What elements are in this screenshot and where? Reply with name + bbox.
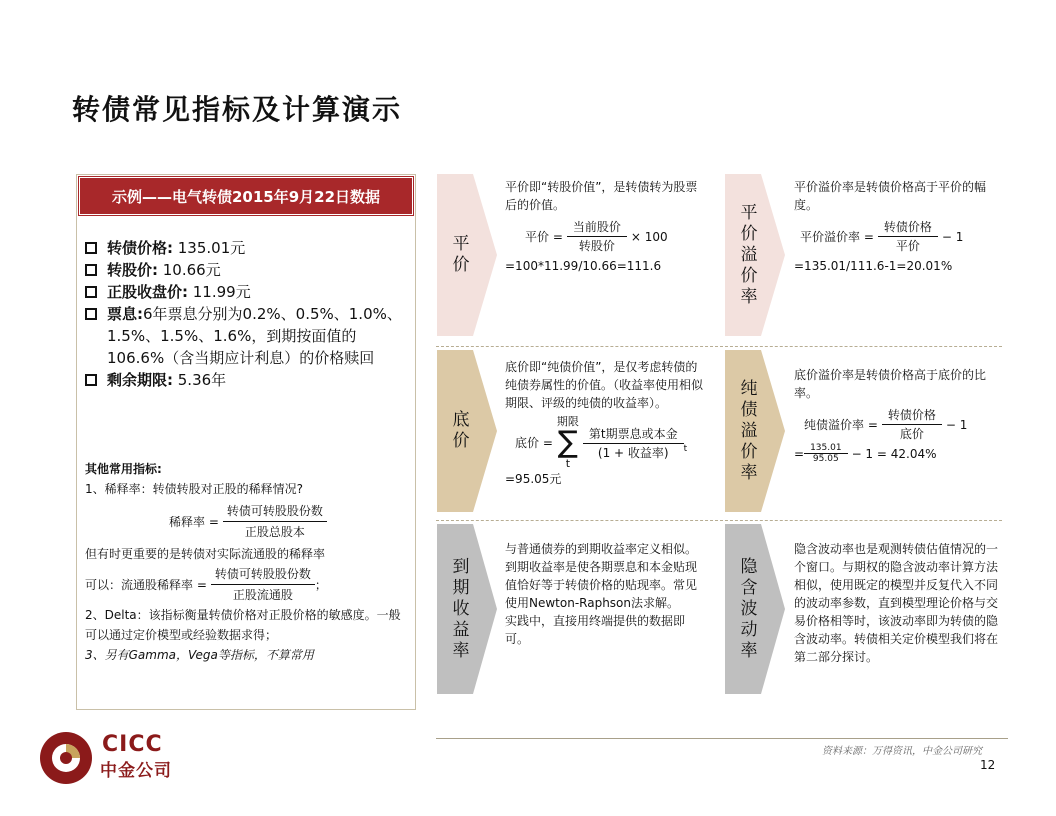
parity-description: 平价即“转股价值”，是转债转为股票后的价值。 平价 = $\frac{\text{当前股价}}{\text{转股价}}$ × 100 =100*11.99/10.66=111.6: [505, 180, 698, 273]
chevron-implied-vol: 隐含波动率: [725, 524, 785, 686]
item-gamma-vega: 3、另有Gamma，Vega等指标，不算常用: [85, 648, 314, 662]
checkbox-icon: [85, 264, 97, 276]
bullet-coupon: 票息:6年票息分别为0.2%、0.5%、1.0%、1.5%、1.5%、1.6%，到期按面值的106.6%（含当期应计利息）的价格赎回: [85, 303, 411, 369]
bullet-conversion-price: 转股价: 10.66元: [85, 259, 411, 281]
example-box: [76, 174, 416, 710]
float-dilution-formula: 可以：流通股稀释率 = $\frac{\text{转债可转股股份数}}{\text{正股流通股}}$ ；: [85, 564, 411, 605]
other-indicators: [85, 459, 411, 665]
bullet-stock-close: 正股收盘价: 11.99元: [85, 281, 411, 303]
logo-text-cn: 中金公司: [100, 761, 172, 781]
ytm-description: 与普通债券的到期收益率定义相似。到期收益率是使各期票息和本金贴现值恰好等于转债价格的贴现率。常见使用Newton-Raphson法求解。 实践中，直接用终端提供的数据即可。: [505, 542, 698, 646]
bond-floor-description: 底价即“纯债价值”，是仅考虑转债的纯债券属性的价值。（收益率使用相似期限、评级的纯债的收益率）。 底价 = 期限 ∑ t $\frac{\text{第t期票息或本金}}{\text{(1 + 收益率)}}$ $_t$ =95.05元: [505, 360, 704, 486]
bond-premium-description: 底价溢价率是转债价格高于底价的比率。 纯债溢价率 = $\frac{\text{转债价格}}{\text{底价}}$ − 1 = $\frac{135.01}{95.05}$ − 1 = 42.04%: [794, 368, 987, 464]
chevron-parity-premium: 平价溢价率: [725, 174, 785, 336]
bullet-remaining-term: 剩余期限: 5.36年: [85, 369, 411, 391]
item-dilution: 1、稀释率：转债转股对正股的稀释情况?: [85, 482, 304, 496]
bullet-bond-price: 转债价格: 135.01元: [85, 237, 411, 259]
dilution-formula: 稀释率 = $\frac{\text{转债可转股股份数}}{\text{正股总股本}}$: [85, 501, 411, 542]
checkbox-icon: [85, 242, 97, 254]
chevron-bond-floor: 底价: [437, 350, 497, 512]
source-note: 资料来源：万得资讯，中金公司研究: [822, 746, 982, 757]
item-dilution-note: 但有时更重要的是转债对实际流通股的稀释率: [85, 547, 326, 561]
logo-text-en: CICC: [102, 732, 163, 757]
bullet-list: [85, 237, 411, 391]
other-title: 其他常用指标:: [85, 462, 162, 476]
page-title: 转债常见指标及计算演示: [72, 93, 403, 126]
item-delta: 2、Delta：该指标衡量转债价格对正股价格的敏感度。一般可以通过定价模型或经验数据求得；: [85, 608, 401, 642]
example-header: 示例——电气转债2015年9月22日数据: [79, 177, 413, 215]
chevron-bond-premium: 纯债溢价率: [725, 350, 785, 512]
checkbox-icon: [85, 286, 97, 298]
chevron-ytm: 到期收益率: [437, 524, 497, 686]
footer-divider: [436, 738, 1008, 739]
chevron-parity: 平价: [437, 174, 497, 336]
row-divider: [436, 346, 1002, 347]
parity-premium-description: 平价溢价率是转债价格高于平价的幅度。 平价溢价率 = $\frac{\text{转债价格}}{\text{平价}}$ − 1 =135.01/111.6-1=20.01%: [794, 180, 987, 273]
cicc-logo-icon: [38, 730, 96, 786]
checkbox-icon: [85, 374, 97, 386]
checkbox-icon: [85, 308, 97, 320]
row-divider: [436, 520, 1002, 521]
implied-vol-description: 隐含波动率也是观测转债估值情况的一个窗口。与期权的隐含波动率计算方法相似，使用既定的模型并反复代入不同的波动率参数，直到模型理论价格与交易价格相等时，该波动率即为转债的隐含波动率。转债相关定价模型我们将在第二部分探讨。: [794, 542, 999, 664]
page-number: 12: [980, 758, 996, 772]
